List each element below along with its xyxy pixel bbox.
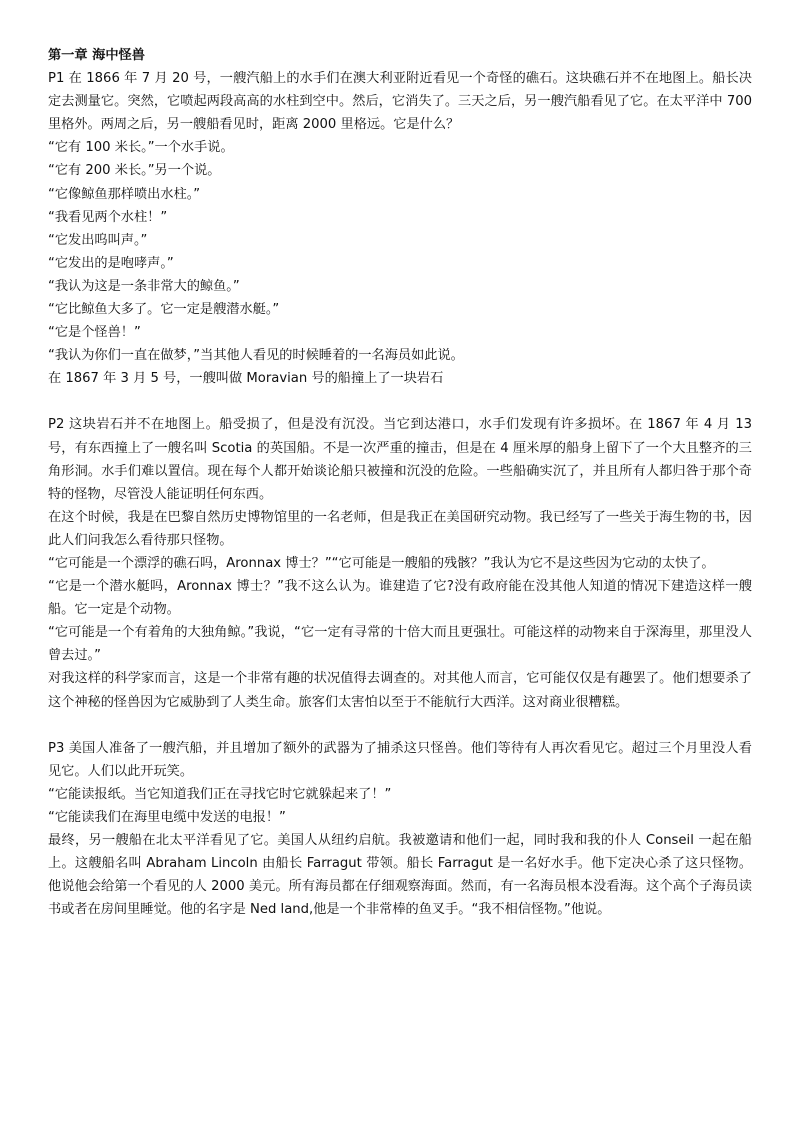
paragraph: P3 美国人准备了一艘汽船，并且增加了额外的武器为了捕杀这只怪兽。他们等待有人再次看见它。超过三个月里没人看见它。人们以此开玩笑。 [48, 740, 752, 779]
dialogue-line: “它比鲸鱼大多了。它一定是艘潜水艇。” [48, 302, 280, 318]
paragraph: 在 1867 年 3 月 5 号，一艘叫做 Moravian 号的船撞上了一块岩石 [48, 371, 444, 387]
dialogue-line: “它能读我们在海里电缆中发送的电报！” [48, 809, 286, 825]
section-p2 [48, 413, 752, 713]
section-p1 [48, 67, 752, 390]
dialogue-line: “我认为这是一条非常大的鲸鱼。” [48, 278, 240, 294]
paragraph: P2 这块岩石并不在地图上。船受损了，但是没有沉没。当它到达港口，水手们发现有许多损坏。在 1867 年 4 月 13 号，有东西撞上了一艘名叫 Scotia 的英国船。不是一次严重的撞击，但是在 4 厘米厚的船身上留下了一个大且整齐的三角形洞。水手们难以置信。现在每个人都开始谈论船只被撞和沉没的危险。一些船确实沉了，并且所有人都归咎于那个奇特的怪物，尽管没人能证明任何东西。 [48, 417, 752, 502]
document-page [48, 44, 752, 921]
dialogue-line: “我看见两个水柱！” [48, 209, 168, 225]
dialogue-line: “它有 100 米长。”一个水手说。 [48, 140, 234, 156]
paragraph: 在这个时候，我是在巴黎自然历史博物馆里的一名老师，但是我正在美国研究动物。我已经写了一些关于海生物的书，因此人们问我怎么看待那只怪物。 [48, 509, 752, 548]
paragraph: 对我这样的科学家而言，这是一个非常有趣的状况值得去调查的。对其他人而言，它可能仅仅是有趣罢了。他们想要杀了这个神秘的怪兽因为它威胁到了人类生命。旅客们太害怕以至于不能航行大西洋。这对商业很糟糕。 [48, 671, 752, 710]
dialogue-line: “我认为你们一直在做梦，”当其他人看见的时候睡着的一名海员如此说。 [48, 348, 464, 364]
paragraph: P1 在 1866 年 7 月 20 号，一艘汽船上的水手们在澳大利亚附近看见一个奇怪的礁石。这块礁石并不在地图上。船长决定去测量它。突然，它喷起两段高高的水柱到空中。然后，它消失了。三天之后，另一艘汽船看见了它。在太平洋中 700 里格外。两周之后，另一艘船看见时，距离 2000 里格远。它是什么？ [48, 71, 752, 133]
dialogue-line: “它是个怪兽！” [48, 325, 141, 341]
dialogue-line: “它能读报纸。当它知道我们正在寻找它时它就躲起来了！” [48, 786, 392, 802]
dialogue-line: “它像鲸鱼那样喷出水柱。” [48, 186, 201, 202]
dialogue-line: “它是一个潜水艇吗，Aronnax 博士？”我不这么认为。谁建造了它?没有政府能在没其他人知道的情况下建造这样一艘船。它一定是个动物。 [48, 579, 752, 618]
dialogue-line: “它发出呜叫声。” [48, 232, 148, 248]
dialogue-line: “它发出的是咆哮声。” [48, 255, 174, 271]
dialogue-line: “它有 200 米长。”另一个说。 [48, 163, 221, 179]
chapter-title: 第一章 海中怪兽 [48, 48, 145, 63]
dialogue-line: “它可能是一个漂浮的礁石吗，Aronnax 博士？”“它可能是一艘船的残骸？”我认为它不是这些因为它动的太快了。 [48, 555, 715, 571]
section-p3 [48, 737, 752, 922]
dialogue-line: “它可能是一个有着角的大独角鲸。”我说，“它一定有寻常的十倍大而且更强壮。可能这样的动物来自于深海里，那里没人曾去过。” [48, 625, 752, 664]
paragraph: 最终，另一艘船在北太平洋看见了它。美国人从纽约启航。我被邀请和他们一起，同时我和我的仆人 Conseil 一起在船上。这艘船名叫 Abraham Lincoln 由船长 Farragut 带领。船长 Farragut 是一名好水手。他下定决心杀了这只怪物。他说他会给第一个看见的人 2000 美元。所有海员都在仔细观察海面。然而，有一名海员根本没看海。这个高个子海员读书或者在房间里睡觉。他的名字是 Ned land,他是一个非常棒的鱼叉手。“我不相信怪物。”他说。 [48, 833, 752, 918]
